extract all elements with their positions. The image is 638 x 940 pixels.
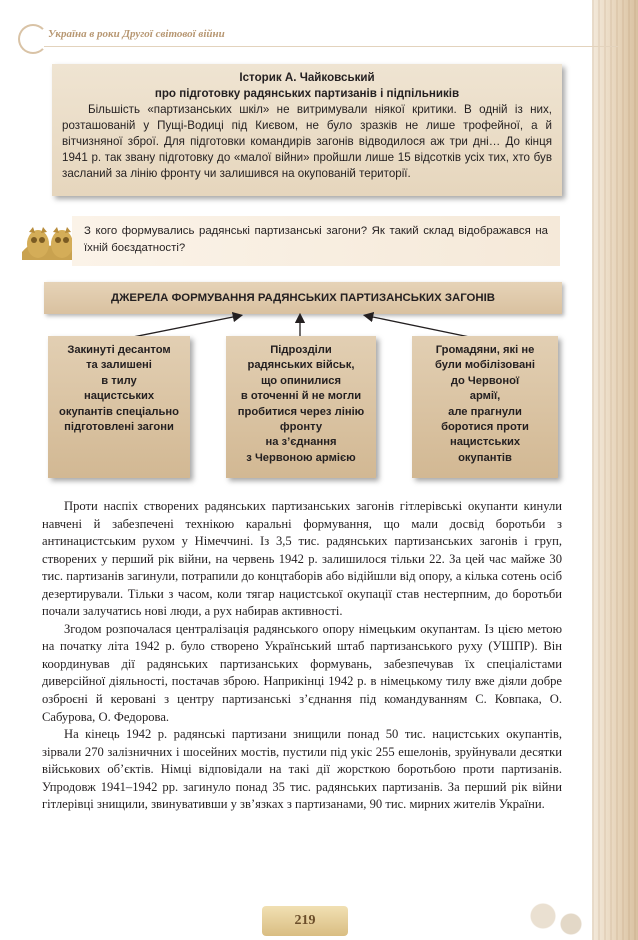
page-number: 219 [294, 913, 316, 928]
diagram-title: ДЖЕРЕЛА ФОРМУВАННЯ РАДЯНСЬКИХ ПАРТИЗАНСЬКИХ ЗАГОНІВ [44, 282, 562, 314]
swirl-ornament-icon [18, 24, 48, 54]
source-box-text: Закинуті десантом та залишені в тилу нацистських окупантів спеціально підготовлені загони [59, 344, 179, 434]
page-number-badge [262, 906, 348, 936]
quote-heading-topic: про підготовку радянських партизанів і підпільників [154, 87, 460, 100]
quote-text: Більшість «партизанських шкіл» не витримували ніякої критики. В одній із них, розташованій у Пущі-Водиці під Києвом, не було зразків не лише трофейної, а й вітчизняної зброї. Для підготовки командирів загонів відводилося аж три дні… До кінця 1941 р. так звану підготовку до «малої війни» пройшли лише 15 відсотків усіх тих, хто був засланий за лінію фронту чи залишився на окупованій території. [62, 103, 552, 180]
source-box-text: Підрозділи радянських військ, що опинилися в оточенні й не могли пробитися через лінію фронту на з’єднання з Червоною армією [237, 344, 365, 464]
historian-quote-box [52, 64, 562, 196]
owl-pair-icon [20, 222, 80, 262]
source-box-citizens [412, 336, 558, 478]
source-box-army-units [226, 336, 376, 478]
paragraph: На кінець 1942 р. радянські партизани знищили понад 50 тис. нацистських окупантів, зірвали 270 залізничних і шосейних мостів, пустили під укіс 255 ешелонів, зруйнували десятки військових об’єктів. Німці відповідали на такі дії жорсткою боротьбою проти партизанів. Упродовж 1941–1942 рр. загинуло понад 35 тис. радянських партизанів. За перший рік війни гітлерівці знищили, звинувативши у зв’язках з партизанами, 90 тис. мирних жителів України. [42, 727, 562, 812]
header-rule [44, 46, 618, 47]
paragraph: Згодом розпочалася централізація радянського опору німецьким окупантам. Із цією метою на початку літа 1942 р. було створено Український штаб партизанського руху (УШПР). Він координував дії радянських партизанських формувань, забезпечував їх спеціалістами диверсійної діяльності, постачав зброю. Наприкінці 1942 р. в німецькому тилу вже діяли добре озброєні й керовані з центру партизанські з’єднання під командуванням С. Ковпака, О. Сабурова, О. Федорова. [42, 621, 562, 724]
main-text [42, 498, 562, 814]
page-edge-decoration [592, 0, 638, 940]
running-header [18, 22, 618, 52]
source-box-text: Громадяни, які не були мобілізовані до Червоної армії, але прагнули боротися проти нацистських окупантів [434, 344, 536, 464]
source-box-paratroopers [48, 336, 190, 478]
paragraph: Проти наспіх створених радянських партизанських загонів гітлерівські окупанти кинули навчені й забезпечені технікою каральні формування, що мали досвід боротьби з антинацистським рухом у Німеччині. Із 3,5 тис. радянських партизанських загонів і груп, створених у перший рік війни, на червень 1942 р. залишилося тільки 22. За цей час майже 30 тис. партизанів загинули, потрапили до концтаборів або відійшли від опору, а кілька сотень осіб дезертирували. Тільки з часом, коли тягар нацистської окупації став нестерпним, до боротьби почали залучатись нові люди, а рух набирав активності. [42, 499, 562, 619]
running-header-title: Україна в роки Другої світової війни [48, 28, 225, 40]
review-question: З кого формувались радянські партизанські загони? Як такий склад відображався на їхній боєздатності? [72, 216, 560, 266]
corner-ornament-icon [522, 900, 592, 940]
quote-heading-author: Історик А. Чайковський [239, 71, 375, 84]
